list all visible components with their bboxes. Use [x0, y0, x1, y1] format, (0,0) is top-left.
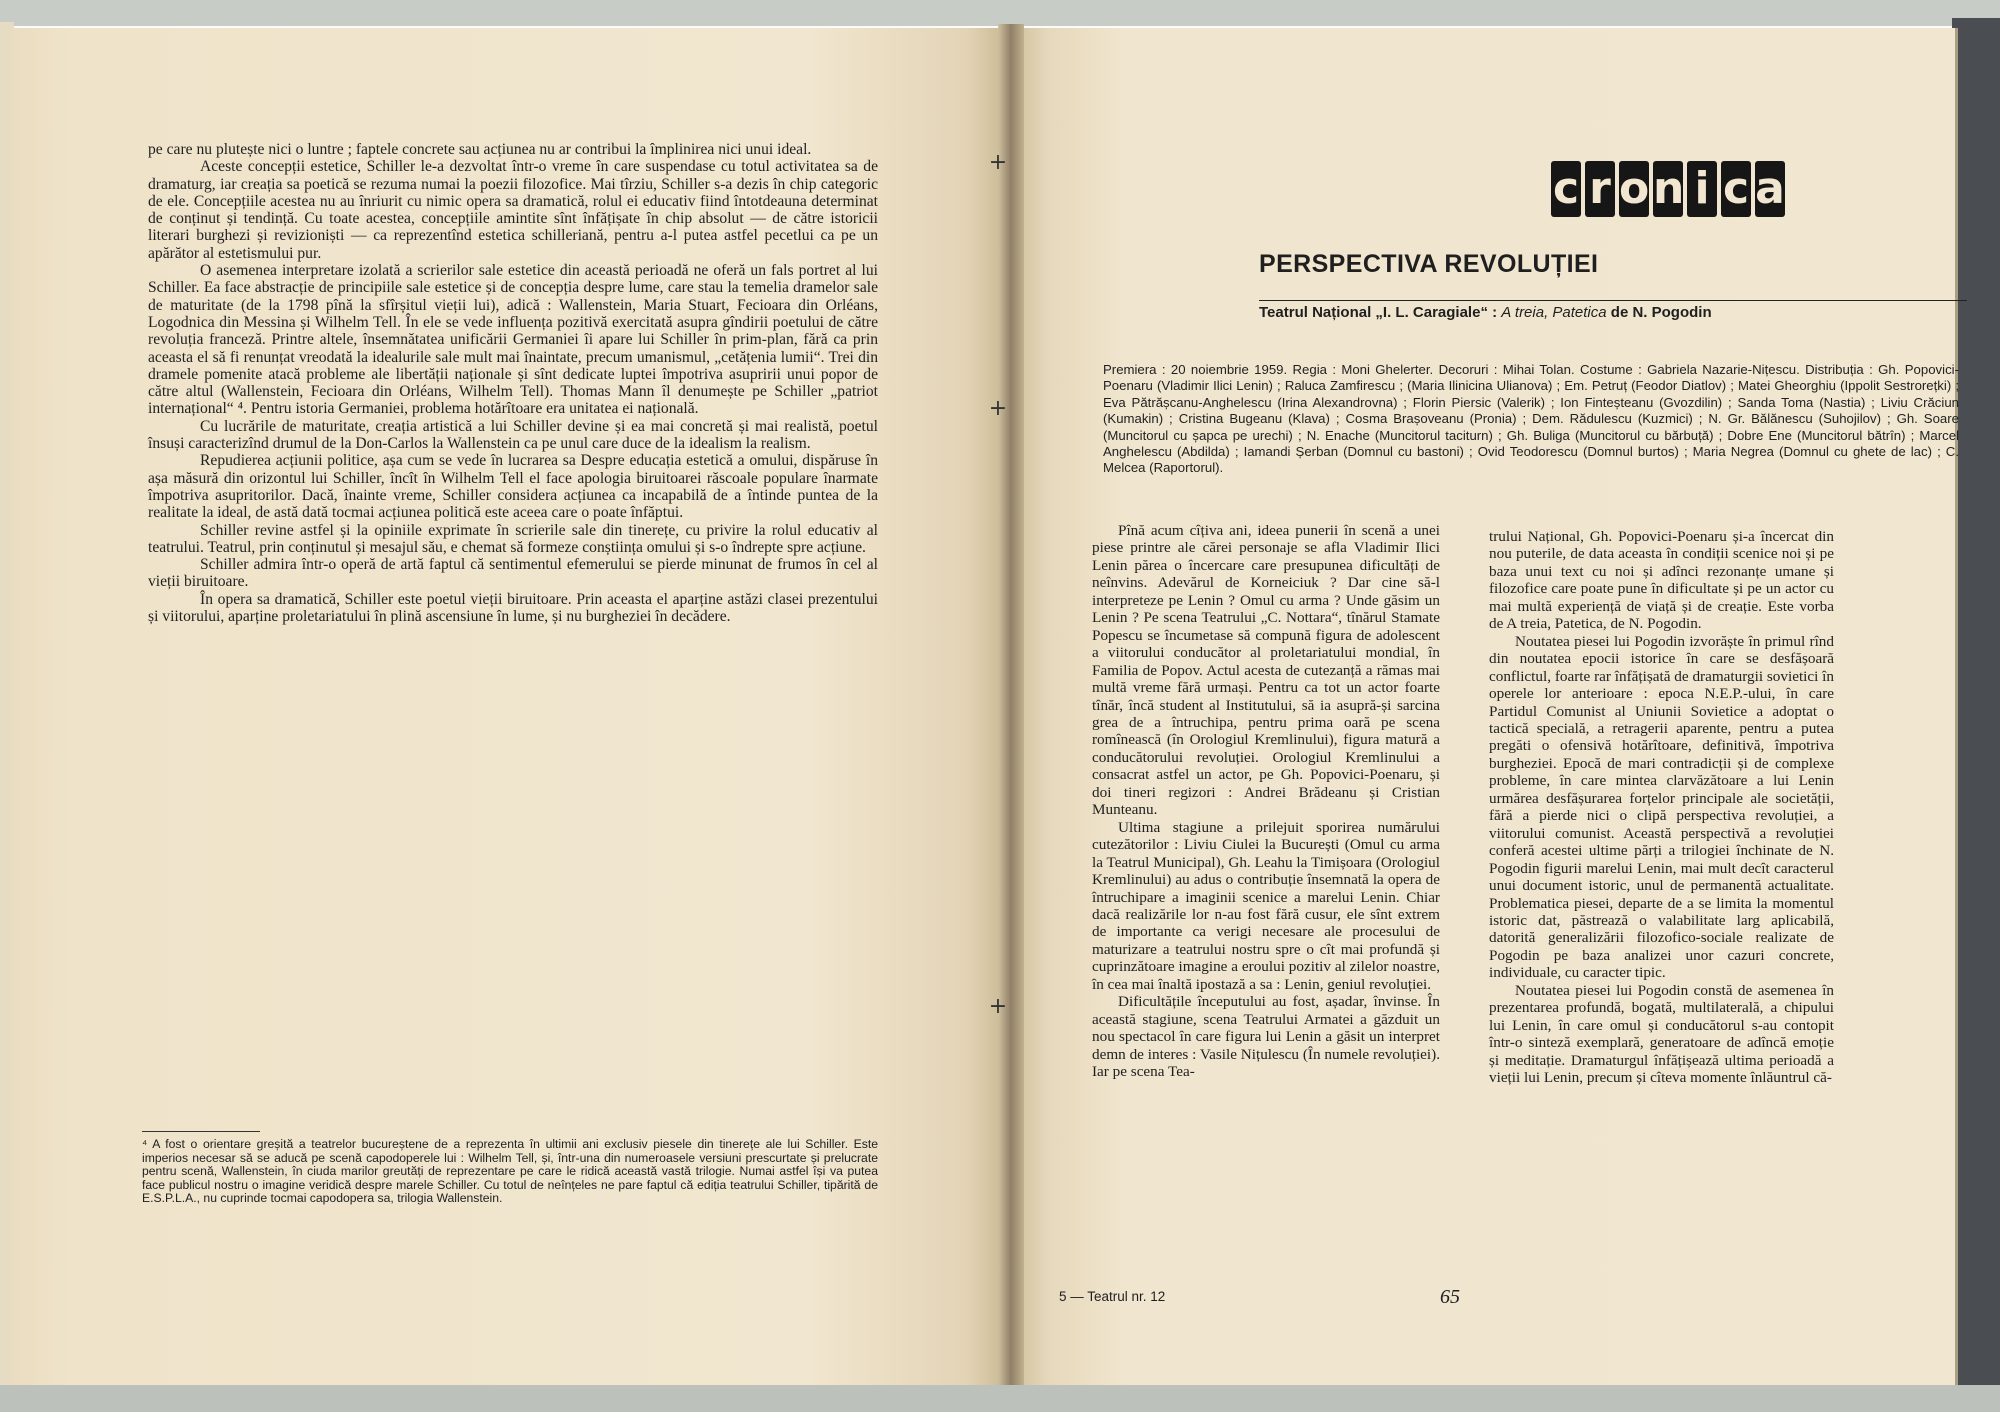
cronica-logo	[1551, 161, 1785, 217]
logo-letter: n	[1653, 161, 1683, 217]
paragraph: Dificultățile începutului au fost, așadar, învinse. În această stagiune, scena Teatrului Armatei a găzduit un nou spectacol în care figura lui Lenin a găsit un interpret demn de interes : Vasile Nițulescu (În numele revoluției). Iar pe scena Tea-	[1092, 993, 1440, 1081]
logo-letter: i	[1687, 161, 1717, 217]
footnote: ⁴ A fost o orientare greșită a teatrelor bucureștene de a reprezenta în ultimii ani exclusiv piesele din tinerețe ale lui Schiller. Este imperios necesar să se aducă pe scenă capodoperele lui : Wilhelm Tell, și, într-una din numeroasele versiuni prescurtate și prelucrate pentru scenă, Wallenstein, în ciuda marilor greutăți de reprezentare pe care le ridică această vastă trilogie. Numai astfel își va putea face publicul nostru o imagine veridică despre marele Schiller. Cu totul de neînțeles ne pare faptul că ediția teatrului Schiller, tipărită de E.S.P.L.A., nu cuprinde tocmai capodopera sa, trilogia Wallenstein.	[142, 1137, 878, 1206]
logo-letter: c	[1551, 161, 1581, 217]
paragraph: Schiller admira într-o operă de artă faptul că sentimentul efemerului se pierde minunat de frumos în cel al vieții biruitoare.	[148, 556, 878, 591]
paragraph: În opera sa dramatică, Schiller este poetul vieții biruitoare. Prin aceasta el aparține astăzi clasei prezentului și viitorului, aparține proletariatului în plină ascensiune în lume, și nu burgheziei în decădere.	[148, 590, 878, 626]
paragraph: trului Național, Gh. Popovici-Poenaru și-a încercat din nou puterile, de data aceasta în condiții scenice noi și pe baza unui text cu noi și adînci rezonanțe umane și filozofice care poate pune în dificultate și pe un actor cu mai multă experiență de viață și de creație. Este vorba de A treia, Patetica, de N. Pogodin.	[1489, 528, 1834, 633]
background-top	[0, 0, 2000, 26]
paragraph: Repudierea acțiunii politice, așa cum se vede în lucrarea sa Despre educația estetică a omului, dispăruse în așa măsură din orizontul lui Schiller, încît în Wilhelm Tell el face apologia biruitoarei răscoale populare înarmate împotriva asupritorilor. Dacă, înainte vreme, Schiller considera acțiunea ca incapabilă de a întinde puntea de la realitate la ideal, de astă dată tocmai acțiunea politică este aceea care o poate înfăptui.	[148, 452, 878, 522]
paragraph: Cu lucrările de maturitate, creația artistică a lui Schiller devine și ea mai concretă și mai realistă, poetul însuși caracterizînd drumul de la Don-Carlos la Wallenstein ca pe unul care duce de la idealism la realism.	[148, 417, 878, 453]
paragraph: Ultima stagiune a prilejuit sporirea numărului cutezătorilor : Liviu Ciulei la București (Omul cu arma la Teatrul Municipal), Gh. Leahu la Timișoara (Orologiul Kremlinului) au adus o contribuție însemnată la opera de întruchipare a imaginii scenice a marelui Lenin. Chiar dacă realizările lor n-au fost fără cusur, ele sînt extrem de importante ca verigi necesare ale procesului de maturizare a teatrului nostru spre o cît mai profundă și cuprinzătoare imagine a eroului pozitiv al zilelor noastre, în cea mai înaltă ipostază a sa : Lenin, geniul revoluției.	[1092, 818, 1440, 993]
paragraph: Schiller revine astfel și la opiniile exprimate în scrierile sale din tinerețe, cu privire la rolul educativ al teatrului. Teatrul, prin conținutul și mesajul său, e chemat să formeze conștiința omului și s-o îndrepte spre acțiune.	[148, 521, 878, 556]
stitch-mark: +	[988, 150, 1008, 175]
cast-credits: Premiera : 20 noiembrie 1959. Regia : Moni Ghelerter. Decoruri : Mihai Tolan. Costume : Gabriela Nazarie-Nițescu. Distribuția : Gh. Popovici-Poenaru (Vladimir Ilici Lenin) ; Raluca Zamfirescu ; (Maria Ilinicina Ulianova) ; Em. Petruț (Feodor Diatlov) ; Matei Gheorghiu (Ippolit Sestrorețki) ; Eva Pătrășcanu-Anghelescu (Irina Alexandrovna) ; Florin Piersic (Valerik) ; Ion Finteșteanu (Gvozdilin) ; Sanda Toma (Nastia) ; Liviu Crăciun (Kumakin) ; Cristina Bugeanu (Klava) ; Cosma Brașoveanu (Pronia) ; Dem. Rădulescu (Kuzmici) ; N. Gr. Bălănescu (Suhojilov) ; Gh. Soare (Muncitorul cu șapca pe urechi) ; N. Enache (Muncitorul taciturn) ; Gh. Buliga (Muncitorul cu bărbuță) ; Dobre Ene (Muncitorul bătrîn) ; Marcel Anghelescu (Abdilda) ; Iamandi Șerban (Domnul cu bastoni) ; Ovid Teodorescu (Domnul burtos) ; Maria Negrea (Domnul cu ghete de lac) ; C. Melcea (Raportorul).	[1103, 362, 1959, 476]
article-column-2	[1489, 528, 1834, 1087]
page-number: 65	[1440, 1286, 1460, 1308]
logo-letter: c	[1721, 161, 1751, 217]
title-rule	[1259, 300, 1967, 301]
paragraph: O asemenea interpretare izolată a scrierilor sale estetice din această perioadă ne oferă un fals portret al lui Schiller. Ea face abstracție de principiile sale estetice și de concepția despre lume, care stau la temelia dramelor sale de maturitate (de la 1798 pînă la sfîrșitul vieții lui), adică : Wallenstein, Maria Stuart, Fecioara din Orléans, Logodnica din Messina și Wilhelm Tell. În ele se vede influența pozitivă exercitată asupra gîndirii poetului de către revoluția franceză. Printre altele, însemnătatea unificării Germaniei îi apare lui Schiller în prim-plan, fără ca prin aceasta el să fi renunțat vreodată la idealurile sale mult mai înaintate, precum umanismul, „cetățenia lumii“. Trei din dramele pomenite atacă probleme ale libertății naționale și sînt dedicate luptei împotriva asupririi unui popor de către altul (Wallenstein, Fecioara din Orléans, Wilhelm Tell). Thomas Mann îl denumește pe Schiller „patriot internațional“ ⁴. Pentru istoria Germaniei, problema hotărîtoare era unitatea ei națională.	[148, 262, 878, 418]
footnote-rule	[142, 1131, 260, 1132]
article-title: PERSPECTIVA REVOLUȚIEI	[1259, 250, 1599, 278]
paragraph: Noutatea piesei lui Pogodin constă de asemenea în prezentarea profundă, bogată, multilaterală, a chipului lui Lenin, în care omul și conducătorul s-au contopit într-o sinteză exemplară, generatoare de adîncă emoție și meditație. Dramaturgul înfățișează ultima perioadă a vieții lui Lenin, precum și cîteva momente înlăuntrul că-	[1489, 981, 1834, 1087]
subtitle-author: de N. Pogodin	[1610, 304, 1712, 321]
stitch-mark: +	[988, 396, 1008, 421]
subtitle-play: A treia, Patetica	[1501, 304, 1607, 321]
issue-footer: 5 — Teatrul nr. 12	[1059, 1289, 1166, 1304]
stitch-mark: +	[988, 994, 1008, 1019]
logo-letter: o	[1619, 161, 1649, 217]
book-gutter	[998, 24, 1024, 1388]
article-column-1	[1092, 522, 1440, 1081]
paragraph: pe care nu plutește nici o luntre ; faptele concrete sau acțiunea nu ar contribui la împlinirea nici unui ideal.	[148, 141, 812, 158]
book-cover-board	[1952, 18, 2000, 1412]
subtitle-theatre: Teatrul Național „I. L. Caragiale“ :	[1259, 304, 1498, 321]
article-subtitle	[1259, 304, 1712, 321]
background-bottom	[0, 1385, 2000, 1412]
paragraph: Noutatea piesei lui Pogodin izvorăște în primul rînd din noutatea epocii istorice în care se desfășoară conflictul, foarte rar înfățișată de dramaturgii sovietici în operele lor anterioare : epoca N.E.P.-ului, în care Partidul Comunist al Uniunii Sovietice a adoptat o tactică specială, a retragerii aparente, pentru a putea pregăti o ofensivă hotărîtoare, definitivă, împotriva burgheziei. Epocă de mari contradicții și de complexe probleme, în care mintea clarvăzătoare a lui Lenin urmărea desfășurarea forțelor principale ale societății, fără a pierde nici o clipă perspectiva revoluției, a viitorului comunist. Această perspectivă a revoluției conferă acestei ultime părți a trilogiei închinate de N. Pogodin figurii marelui Lenin, mai mult decît caracterul unui document istoric, unul de permanentă actualitate. Problematica piesei, departe de a se limita la momentul istoric dat, păstrează o valabilitate larg aplicabilă, datorită generalizării filozofico-sociale realizate de Pogodin pe baza analizei unor cazuri concrete, individuale, cu caracter tipic.	[1489, 632, 1834, 982]
paragraph: Aceste concepții estetice, Schiller le-a dezvoltat într-o vreme în care suspendase cu totul activitatea sa de dramaturg, iar creația sa poetică se rezuma numai la poezii filozofice. Mai tîrziu, Schiller s-a dezis în chip categoric de ele. Concepțiile acestea nu au înriurit cu nimic opera sa dramatică, rolul ei educativ fiind întotdeauna determinat de conținut și tendință. Cu toate acestea, concepțiile amintite sînt înfățișate în chip absolut — de către istoricii literari burghezi și revizioniști — ca reprezentînd estetica schilleriană, pentru a-l putea astfel pecetlui ca pe un apărător al estetismului pur.	[148, 158, 878, 262]
logo-letter: r	[1585, 161, 1615, 217]
left-page-body	[148, 141, 878, 625]
logo-letter: a	[1755, 161, 1785, 217]
paragraph: Pînă acum cîțiva ani, ideea punerii în scenă a unei piese printre ale cărei personaje se afla Vladimir Ilici Lenin părea o încercare care presupunea dificultăți de neînvins. Adevărul de Korneiciuk ? Dar cine să-l interpreteze pe Lenin ? Omul cu arma ? Unde găsim un Lenin ? Pe scena Teatrului „C. Nottara“, tînărul Stamate Popescu se încumetase să compună figura de adolescent a viitorului conducător al proletariatului mondial, în Familia de Popov. Actul acesta de cutezanță a rămas mai multă vreme fără urmași. Pentru ca tot un actor foarte tînăr, încă student al Institutului, să ia asupră-și sarcina grea de a întruchipa, pentru prima oară pe scena romînească (în Orologiul Kremlinului), figura matură a conducătorului revoluției. Orologiul Kremlinului a consacrat astfel un actor, pe Gh. Popovici-Poenaru, și doi tineri regizori : Andrei Brădeanu și Cristian Munteanu.	[1092, 522, 1440, 819]
